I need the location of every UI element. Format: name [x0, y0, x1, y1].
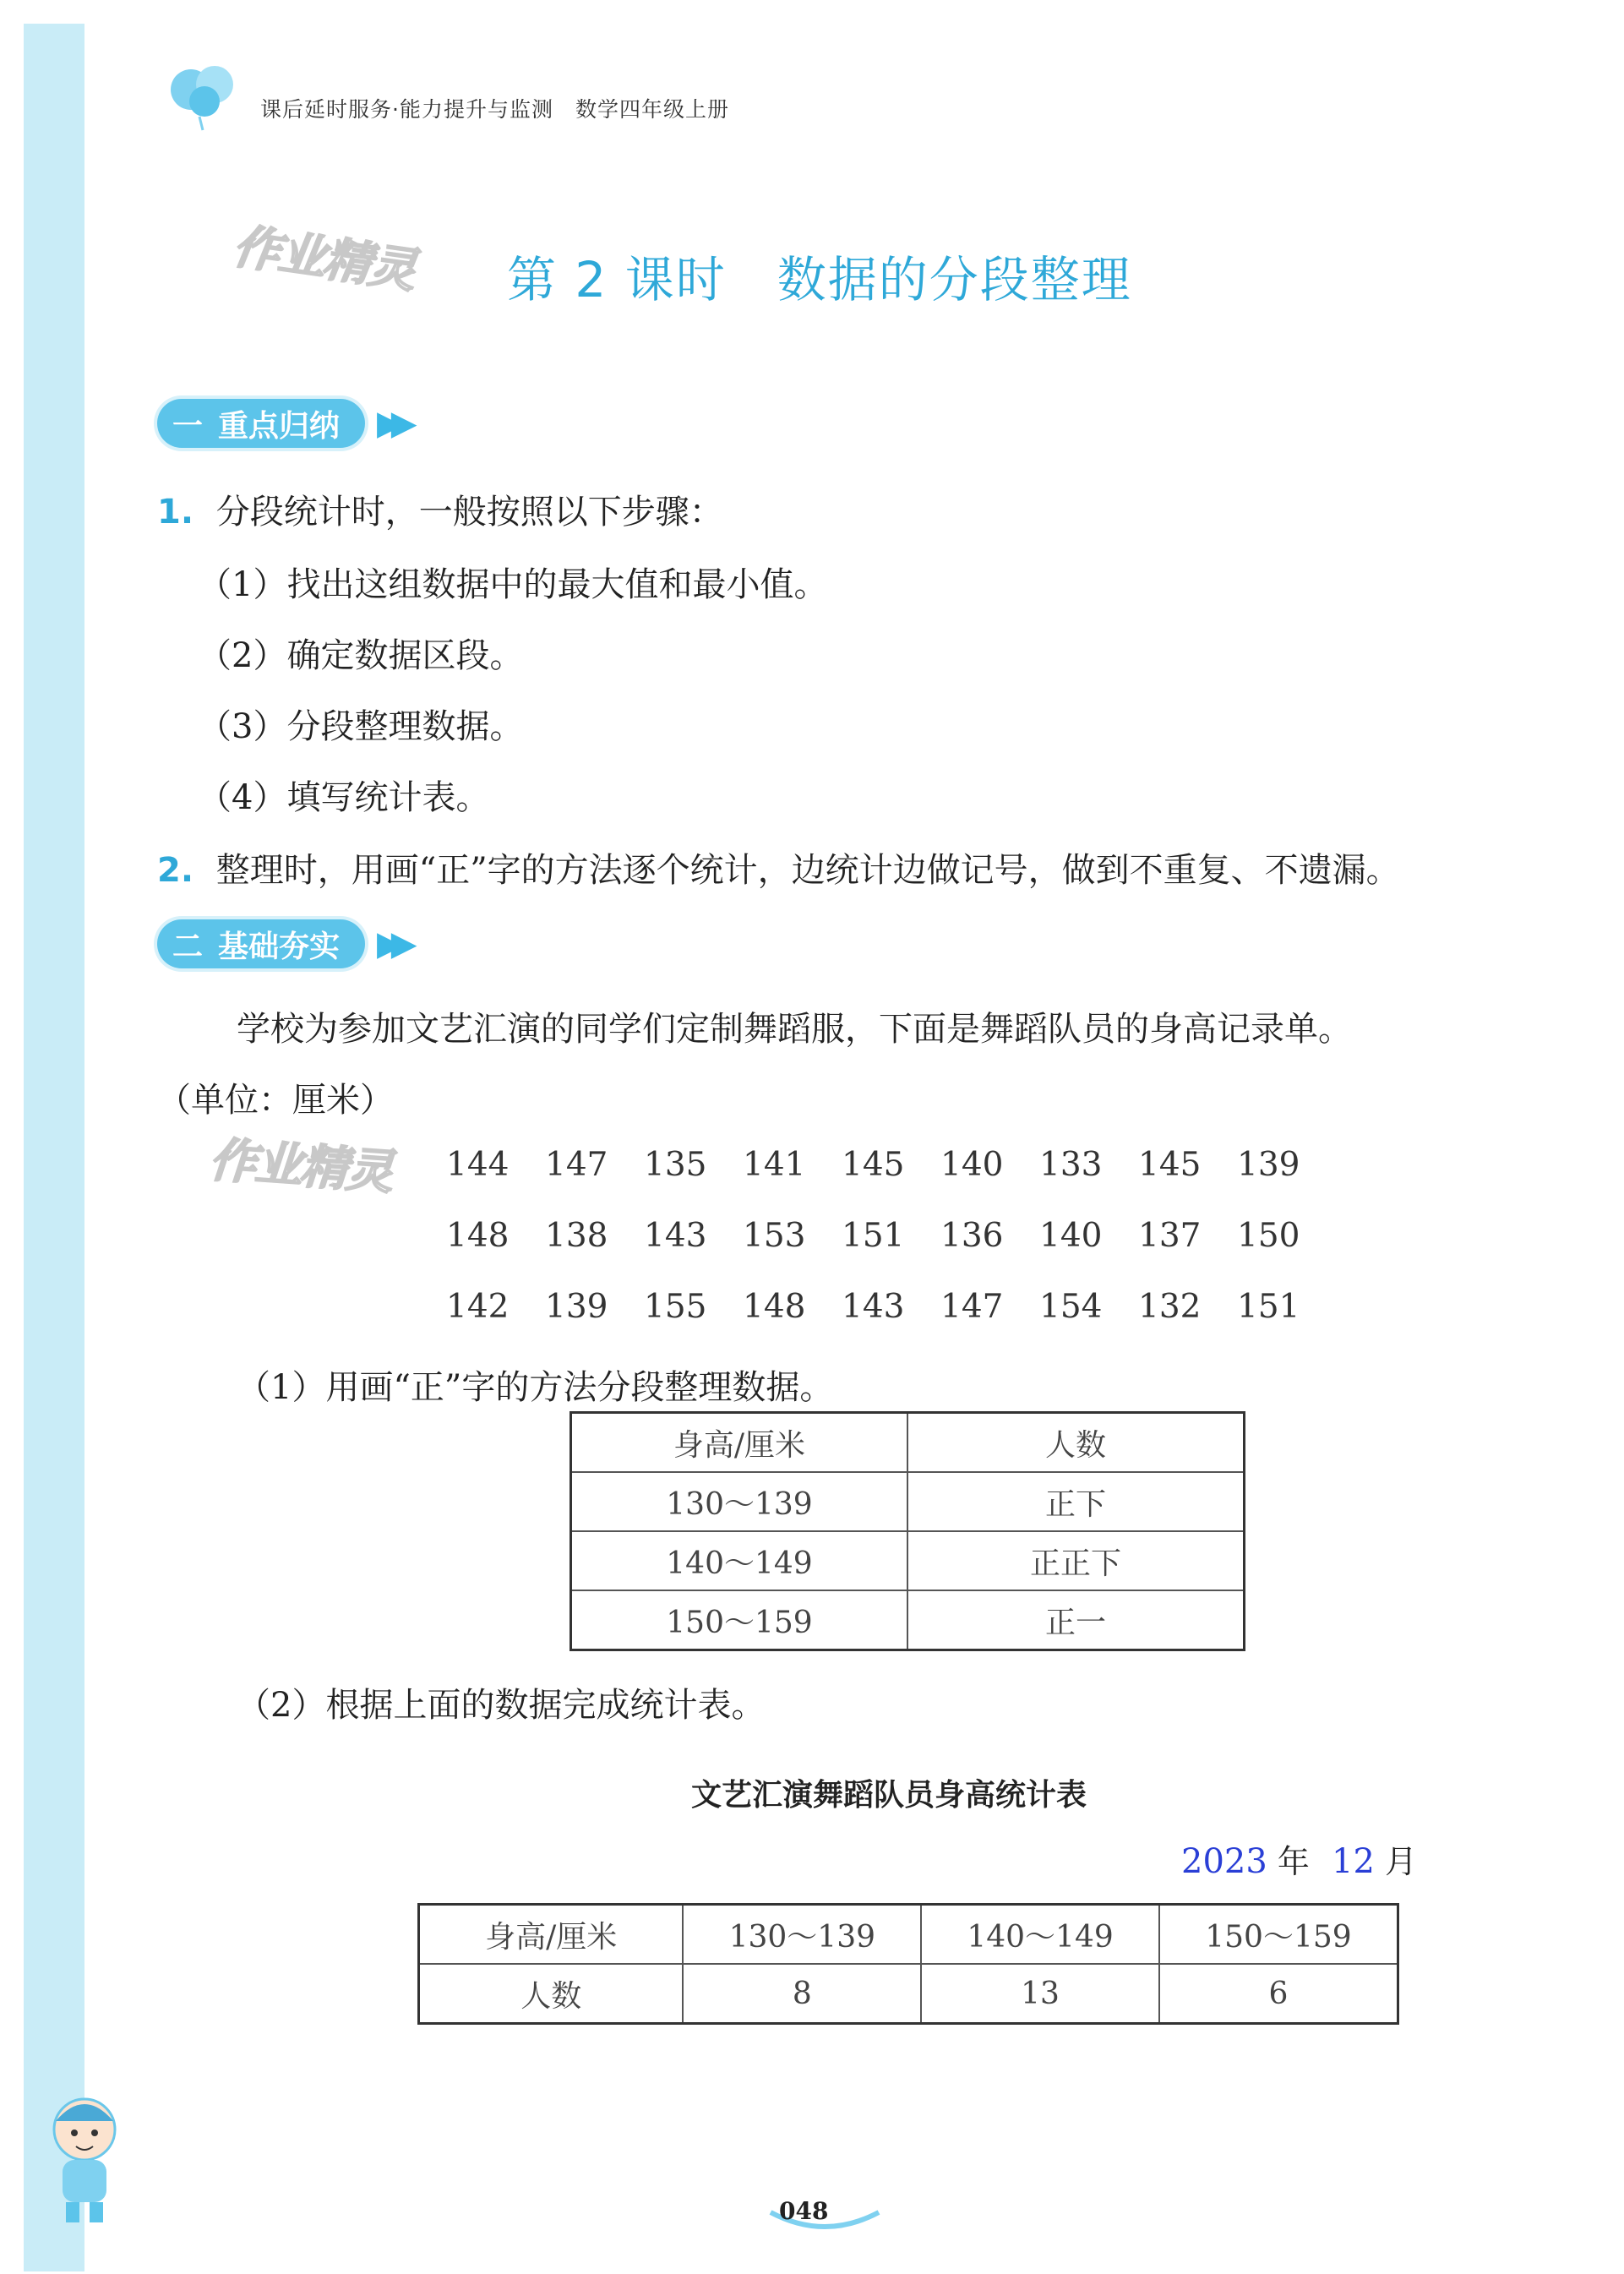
data-value: 136: [940, 1217, 1004, 1255]
stat-table-title: 文艺汇演舞蹈队员身高统计表: [691, 1778, 1087, 1813]
running-header: 课后延时服务·能力提升与监测 数学四年级上册: [260, 97, 729, 122]
tally-table: [569, 1411, 1245, 1651]
data-value: 148: [446, 1217, 510, 1255]
lesson-title: 第 2 课时 数据的分段整理: [507, 251, 1132, 308]
data-value: 155: [644, 1288, 707, 1326]
child-mascot-illustration: [34, 2087, 135, 2231]
unit-note: （单位：厘米）: [157, 1081, 394, 1120]
data-value: 151: [1237, 1288, 1300, 1326]
section-number: 一: [172, 408, 204, 444]
row-label: 人数: [419, 1964, 684, 2024]
step-4: （4）填写统计表。: [198, 778, 490, 817]
table-date: [1181, 1835, 1417, 1882]
data-value: 145: [1138, 1146, 1202, 1184]
key-point-1: [157, 485, 723, 533]
range-cell: 130～139: [683, 1905, 921, 1965]
balloon-icon: [166, 59, 242, 135]
data-value: 138: [545, 1217, 608, 1255]
watermark-logo: 作业精灵: [229, 219, 418, 299]
range-cell: 150～159: [571, 1590, 908, 1650]
range-cell: 150～159: [1159, 1905, 1398, 1965]
range-cell: 140～149: [571, 1531, 908, 1590]
data-value: 140: [1039, 1217, 1103, 1255]
month-answer: 12: [1332, 1842, 1375, 1881]
data-value: 153: [743, 1217, 806, 1255]
item-text: 整理时，用画“正”字的方法逐个统计，边统计边做记号，做到不重复、不遗漏。: [215, 851, 1400, 890]
step-2: （2）确定数据区段。: [198, 636, 524, 675]
table-row: [419, 1964, 1398, 2024]
data-value: 140: [940, 1146, 1004, 1184]
data-value: 133: [1039, 1146, 1103, 1184]
step-1: （1）找出这组数据中的最大值和最小值。: [198, 565, 828, 604]
key-point-2: [157, 843, 1400, 892]
table-header-row: [571, 1413, 1245, 1473]
section-tag: [157, 399, 365, 448]
data-value: 150: [1237, 1217, 1300, 1255]
data-value: 151: [842, 1217, 905, 1255]
data-value: 148: [743, 1288, 806, 1326]
header-cell: 身高/厘米: [571, 1413, 908, 1473]
data-value: 137: [1138, 1217, 1202, 1255]
data-value: 132: [1138, 1288, 1202, 1326]
section-label: 重点归纳: [218, 408, 341, 444]
item-number: 1.: [157, 493, 194, 532]
section-number: 二: [172, 929, 204, 964]
range-cell: 130～139: [571, 1472, 908, 1531]
tally-answer: 正下: [907, 1472, 1245, 1531]
count-answer: 13: [921, 1964, 1159, 2024]
count-answer: 6: [1159, 1964, 1398, 2024]
data-value: 143: [644, 1217, 707, 1255]
page-number: 048: [779, 2197, 829, 2225]
section-header-basics: [157, 919, 406, 968]
data-value: 141: [743, 1146, 806, 1184]
question-1: （1）用画“正”字的方法分段整理数据。: [237, 1368, 834, 1407]
count-answer: 8: [683, 1964, 921, 2024]
table-row: [571, 1531, 1245, 1590]
statistics-table: [417, 1903, 1399, 2025]
year-label: 年: [1277, 1843, 1310, 1880]
data-value: 135: [644, 1146, 707, 1184]
item-text: 分段统计时，一般按照以下步骤：: [215, 493, 723, 532]
problem-intro: 学校为参加文艺汇演的同学们定制舞蹈服，下面是舞蹈队员的身高记录单。: [237, 1010, 1352, 1049]
section-header-key-points: [157, 399, 406, 448]
step-3: （3）分段整理数据。: [198, 707, 524, 746]
data-value: 147: [940, 1288, 1004, 1326]
data-value: 142: [446, 1288, 510, 1326]
tally-answer: 正正下: [907, 1531, 1245, 1590]
question-2: （2）根据上面的数据完成统计表。: [237, 1686, 766, 1725]
double-arrow-icon: ▶▶: [377, 404, 406, 443]
double-arrow-icon: ▶▶: [377, 924, 406, 963]
month-label: 月: [1385, 1843, 1418, 1880]
height-data-row: [446, 1217, 1336, 1255]
data-value: 139: [1237, 1146, 1300, 1184]
table-row: [571, 1472, 1245, 1531]
data-value: 143: [842, 1288, 905, 1326]
item-number: 2.: [157, 851, 194, 890]
decorative-side-strip: [24, 24, 84, 2271]
data-value: 154: [1039, 1288, 1103, 1326]
row-label: 身高/厘米: [419, 1905, 684, 1965]
data-value: 147: [545, 1146, 608, 1184]
data-value: 144: [446, 1146, 510, 1184]
table-row: [571, 1590, 1245, 1650]
section-label: 基础夯实: [218, 929, 341, 964]
watermark-logo: 作业精灵: [207, 1132, 394, 1201]
tally-answer: 正一: [907, 1590, 1245, 1650]
range-cell: 140～149: [921, 1905, 1159, 1965]
section-tag: [157, 919, 365, 968]
table-row: [419, 1905, 1398, 1965]
data-value: 139: [545, 1288, 608, 1326]
header-cell: 人数: [907, 1413, 1245, 1473]
height-data-row: [446, 1288, 1336, 1326]
year-answer: 2023: [1181, 1842, 1267, 1881]
data-value: 145: [842, 1146, 905, 1184]
height-data-row: [446, 1146, 1336, 1184]
